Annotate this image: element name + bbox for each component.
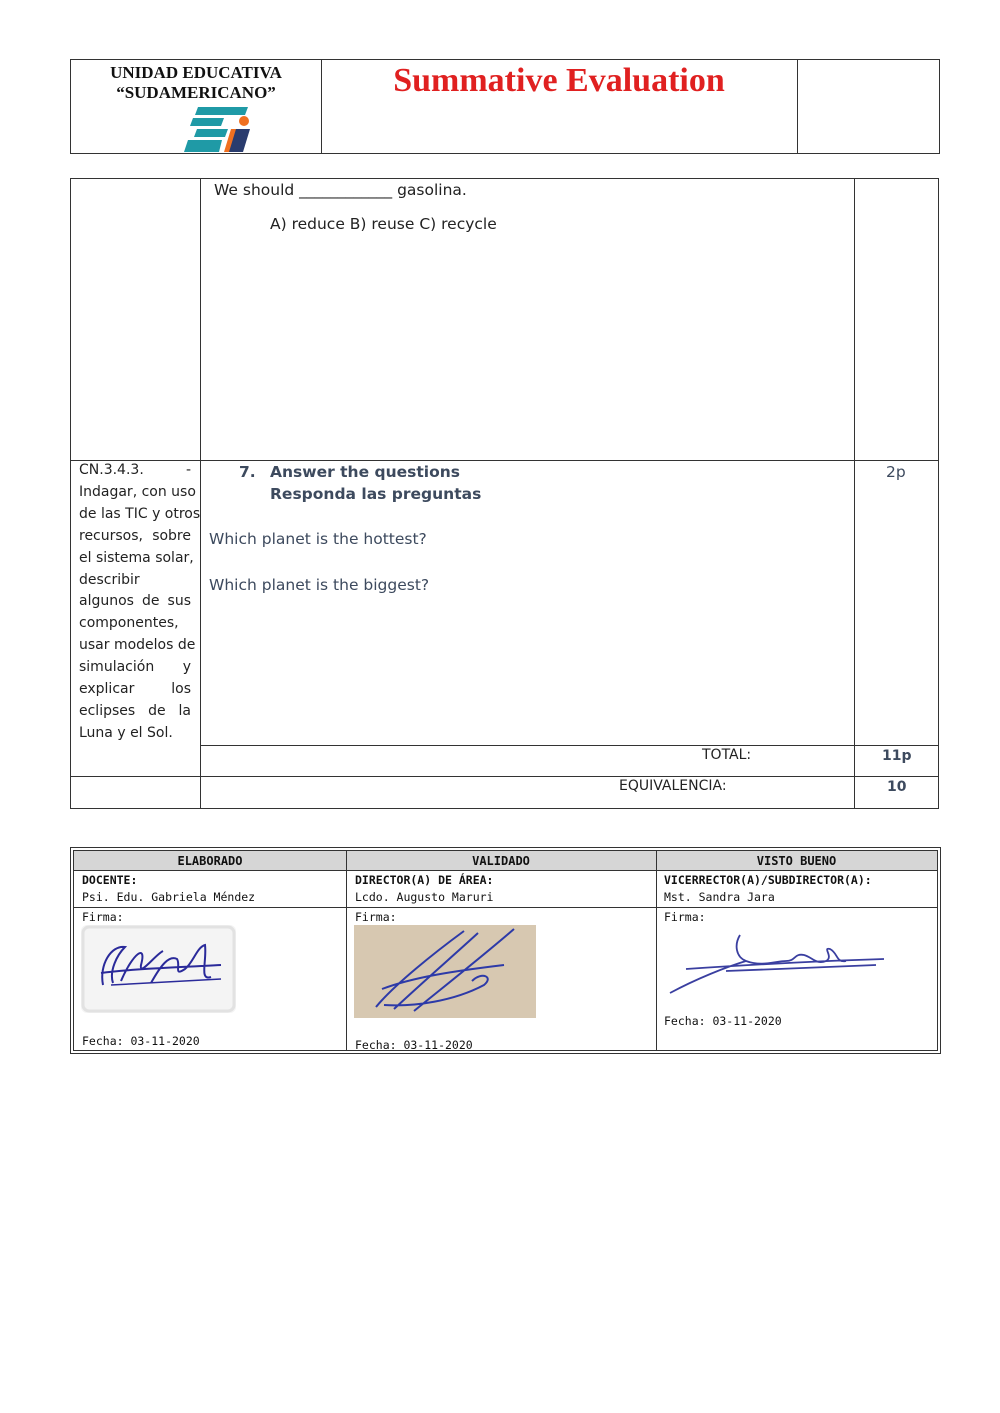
- title-cell: [321, 60, 798, 153]
- row-divider: [74, 907, 937, 908]
- column-divider: [346, 851, 347, 1050]
- competency-word: algunos: [79, 593, 134, 610]
- row-divider: [200, 745, 939, 746]
- question-biggest-planet: Which planet is the biggest?: [209, 576, 430, 594]
- competency-word: explicar: [79, 681, 135, 698]
- school-name: [71, 63, 321, 103]
- header-visto-bueno: VISTO BUENO: [756, 854, 837, 868]
- competency-line: [79, 570, 191, 592]
- vicerrector-name: Mst. Sandra Jara: [664, 890, 775, 904]
- competency-line: [79, 460, 191, 482]
- competency-word: Luna y el Sol.: [79, 724, 173, 741]
- total-value: 11p: [882, 748, 912, 764]
- table-border-right: [938, 178, 939, 809]
- exercise-7-title-es: Responda las preguntas: [270, 485, 482, 503]
- competency-description: [79, 460, 201, 745]
- competency-line: [79, 504, 201, 526]
- column-divider: [200, 178, 201, 809]
- docente-fecha: Fecha: 03-11-2020: [82, 1034, 200, 1048]
- competency-word: simulación: [79, 659, 155, 676]
- competency-line: [79, 701, 191, 723]
- competency-word: usar modelos de: [79, 637, 196, 654]
- table-border-left: [70, 178, 71, 809]
- director-role: DIRECTOR(A) DE ÁREA:: [355, 873, 494, 887]
- competency-line: [79, 482, 196, 504]
- exercise-7-number: 7.: [239, 463, 256, 481]
- vicerrector-signature-image: [666, 931, 888, 999]
- competency-word: Indagar, con uso: [79, 483, 196, 500]
- equivalencia-value: 10: [887, 779, 907, 795]
- header-validado: VALIDADO: [472, 854, 530, 868]
- approval-signatures-table: [70, 847, 941, 1054]
- competency-word: componentes,: [79, 615, 179, 632]
- approval-signatures-inner: [73, 850, 938, 1051]
- competency-line: [79, 548, 194, 570]
- competency-line: [79, 591, 191, 613]
- competency-word: el sistema solar,: [79, 549, 194, 566]
- competency-word: recursos,: [79, 527, 143, 544]
- docente-firma-label: Firma:: [82, 910, 124, 924]
- vicerrector-role: VICERRECTOR(A)/SUBDIRECTOR(A):: [664, 873, 872, 887]
- equivalencia-label: EQUIVALENCIA:: [619, 778, 727, 794]
- director-name: Lcdo. Augusto Maruri: [355, 890, 494, 904]
- competency-word: CN.3.4.3.: [79, 462, 144, 478]
- director-firma-label: Firma:: [355, 910, 397, 924]
- competency-line: [79, 679, 191, 701]
- column-divider: [854, 178, 855, 809]
- competency-line: [79, 613, 191, 635]
- competency-word: de las TIC y otros: [79, 505, 201, 522]
- school-logo-icon: [184, 107, 259, 152]
- docente-name: Psi. Edu. Gabriela Méndez: [82, 890, 256, 904]
- document-header: [70, 59, 940, 154]
- competency-word: de: [148, 702, 166, 719]
- competency-word: describir: [79, 571, 140, 588]
- evaluation-table: [70, 178, 939, 809]
- competency-word: eclipses: [79, 702, 136, 719]
- exercise-7-title-en: Answer the questions: [270, 463, 460, 481]
- row-divider: [74, 870, 937, 871]
- competency-word: y: [182, 659, 191, 676]
- total-label: TOTAL:: [702, 747, 752, 763]
- director-fecha: Fecha: 03-11-2020: [355, 1038, 473, 1052]
- school-name-line2: “SUDAMERICANO”: [116, 83, 276, 102]
- vicerrector-fecha: Fecha: 03-11-2020: [664, 1014, 782, 1028]
- question-hottest-planet: Which planet is the hottest?: [209, 530, 427, 548]
- docente-role: DOCENTE:: [82, 873, 138, 887]
- competency-line: [79, 723, 191, 745]
- competency-word: sus: [167, 593, 191, 610]
- exercise-7-points: 2p: [886, 463, 906, 481]
- school-cell: [71, 60, 322, 153]
- competency-line: [79, 635, 196, 657]
- competency-word: los: [171, 681, 191, 698]
- exercise-6-options: A) reduce B) reuse C) recycle: [270, 215, 497, 233]
- docente-signature-image: [81, 925, 236, 1013]
- evaluation-title: Summative Evaluation: [393, 62, 725, 99]
- vicerrector-firma-label: Firma:: [664, 910, 706, 924]
- grade-box: [797, 60, 939, 153]
- competency-line: [79, 657, 191, 679]
- column-divider: [656, 851, 657, 1050]
- school-name-line1: UNIDAD EDUCATIVA: [110, 63, 282, 82]
- director-signature-image: [354, 925, 536, 1018]
- competency-word: sobre: [152, 527, 191, 544]
- competency-line: [79, 526, 191, 548]
- header-elaborado: ELABORADO: [177, 854, 243, 868]
- competency-word: -: [185, 462, 191, 478]
- exercise-6-sentence: We should ____________ gasolina.: [214, 181, 467, 199]
- competency-word: de: [142, 593, 160, 610]
- competency-word: la: [178, 702, 191, 719]
